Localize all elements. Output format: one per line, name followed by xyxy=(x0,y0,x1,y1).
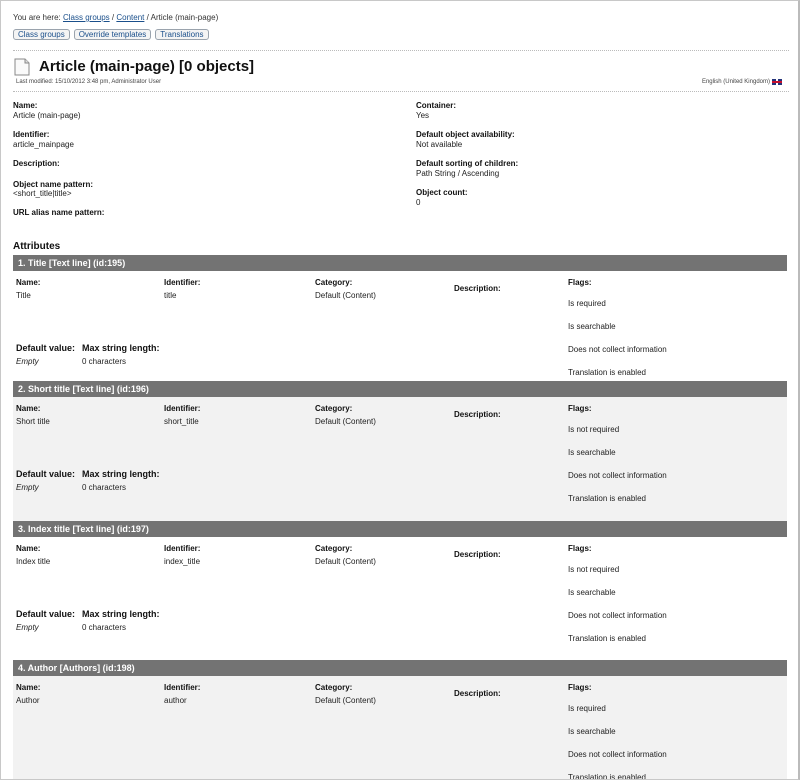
attribute-category: Default (Content) xyxy=(315,417,376,426)
attribute-identifier: short_title xyxy=(164,417,199,426)
attribute-header: 1. Title [Text line] (id:195) xyxy=(13,255,787,271)
flags-label: Flags: xyxy=(568,278,592,287)
info-label: Default object availability: xyxy=(416,130,515,139)
default-value: Empty xyxy=(16,357,39,366)
attribute-category: Default (Content) xyxy=(315,696,376,705)
flag-item: Translation is enabled xyxy=(568,773,646,780)
description-label: Description: xyxy=(454,284,501,293)
attribute-category: Default (Content) xyxy=(315,291,376,300)
document-icon xyxy=(14,58,30,76)
attribute-block xyxy=(13,521,787,660)
attribute-category: Default (Content) xyxy=(315,557,376,566)
max-length-value: 0 characters xyxy=(82,623,127,632)
identifier-label: Identifier: xyxy=(164,683,201,692)
attribute-block xyxy=(13,381,787,521)
info-label: Container: xyxy=(416,101,456,110)
attribute-name: Index title xyxy=(16,557,51,566)
attribute-block xyxy=(13,660,787,780)
flag-item: Does not collect information xyxy=(568,611,667,620)
info-value: <short_title|title> xyxy=(13,189,72,198)
flag-item: Is searchable xyxy=(568,448,616,457)
flag-item: Is required xyxy=(568,299,606,308)
attribute-identifier: author xyxy=(164,696,187,705)
default-value-label: Default value: xyxy=(16,609,76,619)
max-length-value: 0 characters xyxy=(82,357,127,366)
name-label: Name: xyxy=(16,404,41,413)
category-label: Category: xyxy=(315,683,353,692)
max-length-label: Max string length: xyxy=(82,609,160,619)
attribute-name: Author xyxy=(16,696,40,705)
flag-item: Translation is enabled xyxy=(568,634,646,643)
breadcrumb-current: Article (main-page) xyxy=(150,13,219,22)
language-indicator xyxy=(702,79,782,85)
info-label: Identifier: xyxy=(13,130,50,139)
info-label: Description: xyxy=(13,159,60,168)
language-label: English (United Kingdom) xyxy=(701,79,770,85)
flag-item: Is required xyxy=(568,704,606,713)
breadcrumb xyxy=(13,13,218,22)
attribute-header: 4. Author [Authors] (id:198) xyxy=(13,660,787,676)
description-label: Description: xyxy=(454,689,501,698)
identifier-label: Identifier: xyxy=(164,278,201,287)
translations-button[interactable]: Translations xyxy=(155,29,208,40)
description-label: Description: xyxy=(454,550,501,559)
page-title: Article (main-page) [0 objects] xyxy=(39,58,255,75)
flags-label: Flags: xyxy=(568,404,592,413)
attribute-header: 3. Index title [Text line] (id:197) xyxy=(13,521,787,537)
flag-item: Translation is enabled xyxy=(568,368,646,377)
flag-item: Is searchable xyxy=(568,727,616,736)
flag-item: Is not required xyxy=(568,565,620,574)
flags-label: Flags: xyxy=(568,683,592,692)
attribute-identifier: index_title xyxy=(164,557,201,566)
info-label: URL alias name pattern: xyxy=(13,208,105,217)
info-label: Default sorting of children: xyxy=(416,159,519,168)
toolbar xyxy=(13,29,209,40)
max-length-label: Max string length: xyxy=(82,469,160,479)
info-label: Object name pattern: xyxy=(13,180,94,189)
identifier-label: Identifier: xyxy=(164,404,201,413)
breadcrumb-separator: / xyxy=(111,13,115,22)
name-label: Name: xyxy=(16,278,41,287)
flag-item: Is searchable xyxy=(568,588,616,597)
flag-item: Does not collect information xyxy=(568,750,667,759)
identifier-label: Identifier: xyxy=(164,544,201,553)
info-value: Path String / Ascending xyxy=(416,169,500,178)
info-label: Object count: xyxy=(416,188,468,197)
attribute-name: Title xyxy=(16,291,31,300)
divider xyxy=(13,50,789,51)
category-label: Category: xyxy=(315,278,353,287)
breadcrumb-link-class-groups[interactable]: Class groups xyxy=(62,13,110,22)
max-length-value: 0 characters xyxy=(82,483,127,492)
last-modified: Last modified: 15/10/2012 3:48 pm, Administrator User xyxy=(16,79,162,85)
breadcrumb-separator: / xyxy=(146,13,149,22)
divider xyxy=(13,91,789,92)
flag-item: Does not collect information xyxy=(568,471,667,480)
uk-flag-icon xyxy=(772,79,782,85)
default-value-label: Default value: xyxy=(16,343,76,353)
info-value: 0 xyxy=(416,198,421,207)
info-value: Not available xyxy=(416,140,463,149)
breadcrumb-link-content[interactable]: Content xyxy=(116,13,145,22)
max-length-label: Max string length: xyxy=(82,343,160,353)
name-label: Name: xyxy=(16,683,41,692)
class-groups-button[interactable]: Class groups xyxy=(13,29,70,40)
default-value: Empty xyxy=(16,483,39,492)
name-label: Name: xyxy=(16,544,41,553)
info-label: Name: xyxy=(13,101,38,110)
flag-item: Is searchable xyxy=(568,322,616,331)
category-label: Category: xyxy=(315,404,353,413)
attribute-name: Short title xyxy=(16,417,50,426)
flag-item: Translation is enabled xyxy=(568,494,646,503)
attributes-heading: Attributes xyxy=(13,241,61,252)
attribute-header: 2. Short title [Text line] (id:196) xyxy=(13,381,787,397)
breadcrumb-prefix: You are here: xyxy=(13,13,61,22)
default-value: Empty xyxy=(16,623,39,632)
default-value-label: Default value: xyxy=(16,469,76,479)
flags-label: Flags: xyxy=(568,544,592,553)
override-templates-button[interactable]: Override templates xyxy=(74,29,152,40)
flag-item: Does not collect information xyxy=(568,345,667,354)
description-label: Description: xyxy=(454,410,501,419)
attribute-block xyxy=(13,255,787,381)
category-label: Category: xyxy=(315,544,353,553)
flag-item: Is not required xyxy=(568,425,620,434)
info-value: Article (main-page) xyxy=(13,111,81,120)
attribute-identifier: title xyxy=(164,291,177,300)
info-value: Yes xyxy=(416,111,430,120)
info-value: article_mainpage xyxy=(13,140,74,149)
